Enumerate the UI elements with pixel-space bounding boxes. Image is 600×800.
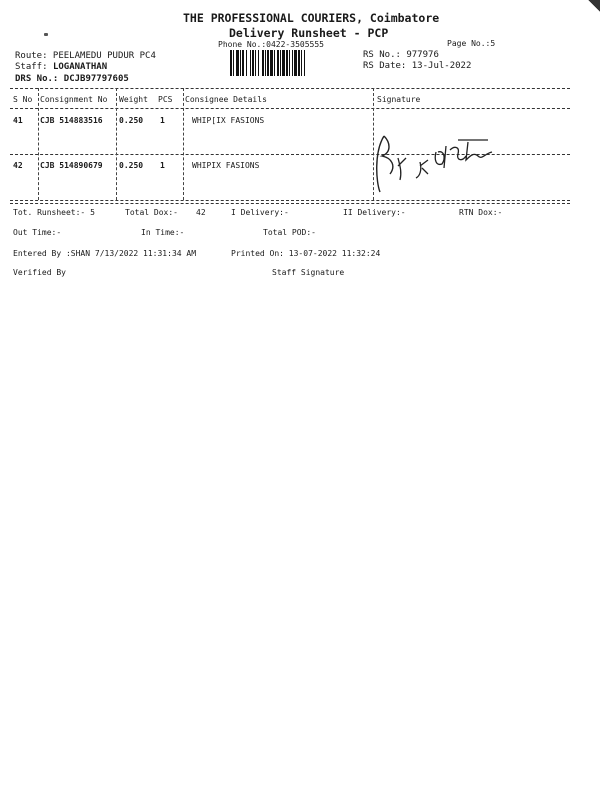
total-dox-label: Total Dox:-: [125, 208, 178, 217]
row-sno: 41: [13, 116, 23, 125]
route-label: Route: PEELAMEDU PUDUR PC4: [15, 51, 156, 61]
header-weight: Weight: [119, 95, 148, 104]
table-bottom-divider-2: [10, 203, 570, 204]
column-divider: [38, 88, 39, 200]
return-dox: RTN Dox:-: [459, 208, 503, 217]
column-divider: [183, 88, 184, 200]
first-delivery: I Delivery:-: [231, 208, 289, 217]
header-consignment: Consignment No: [40, 95, 108, 104]
rs-number: RS No.: 977976: [363, 50, 439, 60]
total-runsheet: Tot. Runsheet:- 5: [13, 208, 95, 217]
printed-on: Printed On: 13-07-2022 11:32:24: [231, 249, 381, 258]
row-weight: 0.250: [119, 116, 144, 125]
page-number: Page No.:5: [447, 39, 496, 48]
column-divider: [116, 88, 117, 200]
row-consignee: WHIP[IX FASIONS: [192, 116, 265, 125]
phone-number: Phone No.:0422-3505555: [218, 40, 324, 49]
drs-label: DRS No.:: [15, 74, 59, 84]
second-delivery: II Delivery:-: [343, 208, 406, 217]
row-consignment: CJB 514883516: [40, 116, 103, 125]
entered-by: Entered By :SHAN 7/13/2022 11:31:34 AM: [13, 249, 197, 258]
total-dox-value: 42: [196, 208, 206, 217]
row-pcs: 1: [160, 161, 165, 170]
header-consignee: Consignee Details: [185, 95, 267, 104]
header-pcs: PCS: [158, 95, 173, 104]
row-pcs: 1: [160, 116, 165, 125]
staff-signature-label: Staff Signature: [272, 268, 345, 277]
verified-by: Verified By: [13, 268, 66, 277]
total-pod: Total POD:-: [263, 228, 316, 237]
header-sno: S No: [13, 95, 33, 104]
handwritten-signature: [370, 122, 500, 202]
row-weight: 0.250: [119, 161, 144, 170]
document-title: Delivery Runsheet - PCP: [229, 26, 389, 40]
scan-speck: [44, 33, 48, 36]
table-header-divider: [10, 108, 570, 109]
row-sno: 42: [13, 161, 23, 170]
drs-number: DCJB97797605: [63, 74, 129, 84]
staff-name: LOGANATHAN: [52, 62, 108, 72]
scan-corner-mark: [588, 0, 600, 12]
staff-label: Staff:: [15, 62, 48, 72]
in-time: In Time:-: [141, 228, 185, 237]
out-time: Out Time:-: [13, 228, 62, 237]
company-title: THE PROFESSIONAL COURIERS, Coimbatore: [183, 11, 440, 25]
row-consignment: CJB 514890679: [40, 161, 103, 170]
table-top-divider: [10, 88, 570, 89]
staff-info: [15, 62, 107, 72]
row-consignee: WHIPIX FASIONS: [192, 161, 260, 170]
barcode: [230, 50, 358, 76]
header-signature: Signature: [377, 95, 421, 104]
drs-info: [15, 74, 129, 84]
rs-date: RS Date: 13-Jul-2022: [363, 61, 472, 71]
